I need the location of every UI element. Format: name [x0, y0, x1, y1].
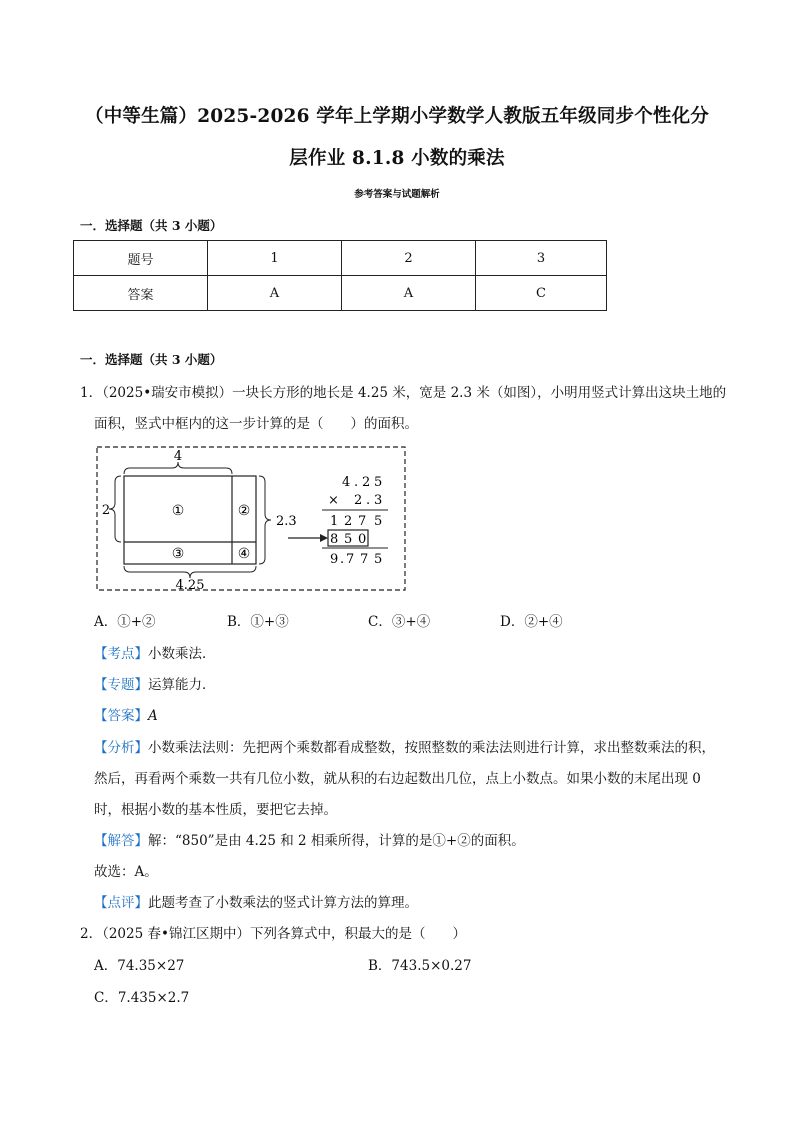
kaodian-tag: 【考点】: [94, 646, 148, 662]
region-1-label: ①: [171, 503, 185, 519]
answer-table: [73, 240, 607, 311]
q1-figure: [96, 446, 408, 594]
q1-option-d[interactable]: D．②+④: [500, 614, 563, 630]
q1-stem-line2: 面积，竖式中框内的这一步计算的是（ ）的面积。: [94, 416, 418, 432]
calc-row3-digit: 1: [330, 514, 339, 529]
table-cell: 2: [342, 241, 476, 276]
dianping-text: 此题考查了小数乘法的竖式计算方法的算理。: [148, 895, 418, 911]
calc-row2-digit: 3: [374, 493, 383, 508]
q1-kaodian: [94, 642, 216, 662]
table-row: [74, 241, 607, 276]
bottom-label: 4.25: [175, 578, 205, 593]
table-cell: A: [208, 276, 342, 311]
detail-section-heading: 一．选择题（共 3 小题）: [80, 352, 223, 367]
calc-row1-digit: 5: [374, 475, 383, 490]
calc-row3-digit: 5: [374, 514, 383, 529]
calc-row5-digit: 7: [346, 552, 355, 567]
q1-daan: [94, 704, 158, 724]
daan-tag: 【答案】: [94, 708, 148, 724]
calc-times-sign: ×: [328, 493, 339, 508]
table-cell: 3: [476, 241, 607, 276]
answer-section-heading: 一．选择题（共 3 小题）: [80, 218, 223, 233]
table-cell: A: [342, 276, 476, 311]
dianping-tag: 【点评】: [94, 895, 148, 911]
table-cell: 题号: [74, 241, 208, 276]
calc-row3-digit: 7: [358, 514, 367, 529]
kaodian-text: 小数乘法．: [148, 646, 216, 662]
q1-gu: 故选：A。: [94, 864, 158, 880]
zhuanti-text: 运算能力．: [148, 677, 216, 693]
q1-stem-line1: 1．（2025•瑞安市模拟）一块长方形的地长是 4.25 米，宽是 2.3 米（如图），小明用竖式计算出这块土地的: [80, 385, 727, 401]
q1-jieda: [94, 829, 525, 849]
q1-option-c[interactable]: C．③+④: [368, 614, 431, 630]
calc-row1-digit: 4: [342, 475, 351, 490]
calc-row5-digit: 7: [360, 552, 369, 567]
q1-option-a[interactable]: A．①+②: [94, 614, 156, 630]
q2-option-a[interactable]: A．74.35×27: [94, 958, 185, 974]
daan-text: A: [148, 708, 158, 724]
calc-row4-digit: 0: [358, 532, 367, 547]
calc-row2-digit: 2: [354, 493, 363, 508]
fenxi-tag: 【分析】: [94, 740, 148, 756]
q1-option-b[interactable]: B．①+③: [227, 614, 289, 630]
right-label: 2.3: [276, 514, 297, 529]
region-4-label: ④: [237, 546, 251, 562]
left-label: 2: [101, 503, 111, 518]
zhuanti-tag: 【专题】: [94, 677, 148, 693]
table-row: [74, 276, 607, 311]
q1-fenxi-line3: 时，根据小数的基本性质，要把它去掉。: [94, 802, 337, 818]
calc-row1-digit: .: [354, 475, 359, 490]
q2-stem: 2．（2025 春•锦江区期中）下列各算式中，积最大的是（ ）: [80, 926, 466, 942]
calc-row5-digit: .: [340, 552, 345, 567]
jieda-text: 解：“850”是由 4.25 和 2 相乘所得，计算的是①+②的面积。: [148, 833, 525, 849]
table-cell: 答案: [74, 276, 208, 311]
calc-row1-digit: 2: [362, 475, 371, 490]
calc-row5-digit: 5: [374, 552, 383, 567]
q1-dianping: [94, 891, 418, 911]
bottom-brace: [124, 566, 256, 578]
region-3-label: ③: [171, 546, 185, 562]
left-brace: [109, 476, 121, 542]
calc-row4-digit: 5: [344, 532, 353, 547]
land-rectangle: [124, 476, 256, 564]
region-2-label: ②: [237, 503, 251, 519]
q1-zhuanti: [94, 673, 216, 693]
jieda-tag: 【解答】: [94, 833, 148, 849]
q2-option-c[interactable]: C．7.435×2.7: [94, 990, 190, 1006]
q1-fenxi-line2: 然后，再看两个乘数一共有几位小数，就从积的右边起数出几位，点上小数点。如果小数的末尾出现 0: [94, 771, 701, 787]
right-brace: [259, 476, 271, 564]
calc-row2-digit: .: [366, 493, 371, 508]
page-title-line2: 层作业 8.1.8 小数的乘法: [289, 148, 505, 169]
calc-row5-digit: 9: [330, 552, 339, 567]
fenxi-text: 小数乘法法则：先把两个乘数都看成整数，按照整数的乘法法则进行计算，求出整数乘法的积，: [148, 740, 715, 756]
q2-option-b[interactable]: B．743.5×0.27: [368, 958, 472, 974]
table-cell: 1: [208, 241, 342, 276]
table-cell: C: [476, 276, 607, 311]
q1-fenxi-line1: [94, 736, 715, 756]
top-label: 4: [173, 449, 183, 464]
calc-row3-digit: 2: [344, 514, 353, 529]
page-title-line1: （中等生篇）2025-2026 学年上学期小学数学人教版五年级同步个性化分: [85, 106, 709, 127]
page-subtitle: 参考答案与试题解析: [354, 189, 440, 200]
calc-row4-digit: 8: [330, 532, 339, 547]
